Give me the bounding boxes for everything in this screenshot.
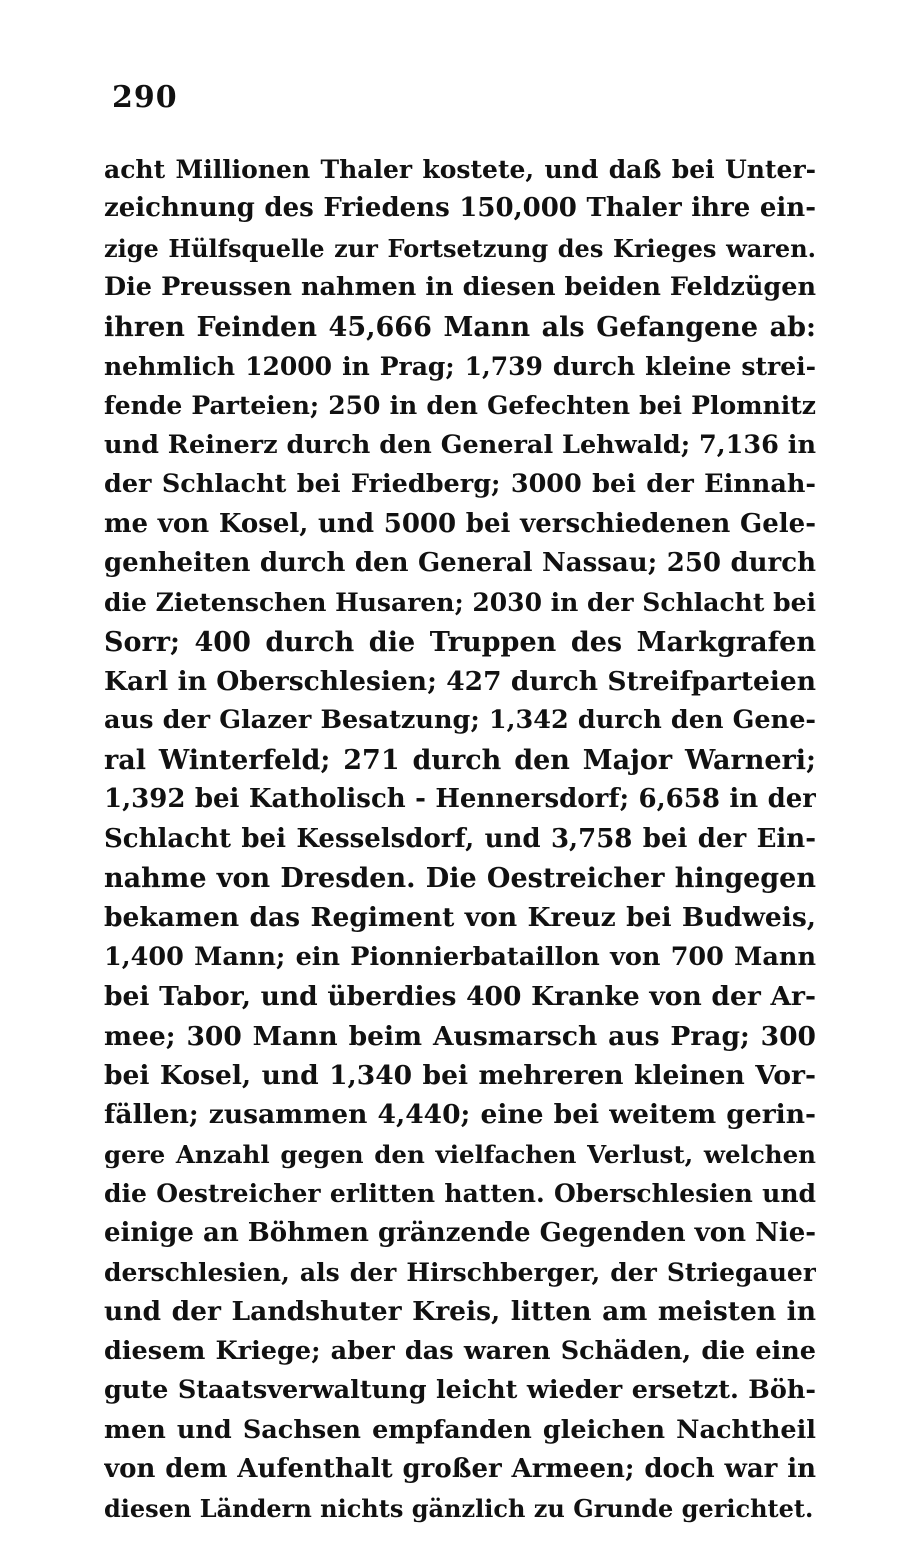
text-line: Schlacht bei Kesselsdorf, und 3,758 bei der Ein- [104, 823, 816, 854]
text-line: aus der Glazer Besatzung; 1,342 durch den Gene- [104, 705, 816, 736]
text-line: zige Hülfsquelle zur Fortsetzung des Krieges waren. [104, 233, 816, 263]
page-number: 290 [112, 80, 178, 115]
text-line: von dem Aufenthalt großer Armeen; doch war in [104, 1453, 816, 1484]
text-line: bekamen das Regiment von Kreuz bei Budweis, [104, 902, 816, 934]
text-line: gute Staatsverwaltung leicht wieder ersetzt. Böh- [104, 1375, 816, 1406]
text-line: nehmlich 12000 in Prag; 1,739 durch kleine strei- [104, 351, 816, 381]
text-line: Die Preussen nahmen in diesen beiden Feldzügen [104, 272, 816, 303]
text-line: gere Anzahl gegen den vielfachen Verlust, welchen [104, 1139, 816, 1169]
text-line: genheiten durch den General Nassau; 250 durch [104, 547, 816, 578]
text-line: diesen Ländern nichts gänzlich zu Grunde gerichtet. [104, 1494, 814, 1524]
text-line: bei Tabor, und überdies 400 Kranke von der Ar- [104, 981, 816, 1013]
text-line: diesem Kriege; aber das waren Schäden, die eine [104, 1335, 816, 1366]
text-line: bei Kosel, und 1,340 bei mehreren kleinen Vor- [104, 1059, 816, 1091]
text-line: und Reinerz durch den General Lehwald; 7,136 in [104, 429, 816, 460]
text-line: und der Landshuter Kreis, litten am meisten in [104, 1296, 816, 1328]
text-line: fällen; zusammen 4,440; eine bei weitem gerin- [104, 1099, 816, 1131]
text-line: der Schlacht bei Friedberg; 3000 bei der Einnah- [104, 469, 816, 500]
text-line: ral Winterfeld; 271 durch den Major Warneri; [104, 744, 816, 776]
text-line: acht Millionen Thaler kostete, und daß bei Unter- [104, 155, 816, 184]
text-line: nahme von Dresden. Die Oestreicher hingegen [104, 863, 816, 895]
text-line: einige an Böhmen gränzende Gegenden von Nie- [104, 1217, 816, 1248]
body-text [104, 150, 816, 1529]
text-line: 1,392 bei Katholisch - Hennersdorf; 6,658 in der [104, 784, 816, 815]
text-line: derschlesien, als der Hirschberger, der Striegauer [104, 1257, 816, 1287]
text-line: fende Parteien; 250 in den Gefechten bei Plomnitz [104, 391, 816, 421]
text-line: Karl in Oberschlesien; 427 durch Streifparteien [104, 666, 816, 698]
text-line: ihren Feinden 45,666 Mann als Gefangene ab: [104, 311, 816, 343]
text-line: die Zietenschen Husaren; 2030 in der Schlacht bei [104, 588, 816, 618]
text-line: zeichnung des Friedens 150,000 Thaler ihre ein- [104, 193, 816, 224]
text-line: die Oestreicher erlitten hatten. Oberschlesien und [104, 1179, 816, 1209]
text-line: me von Kosel, und 5000 bei verschiedenen Gele- [104, 508, 816, 539]
text-line: Sorr; 400 durch die Truppen des Markgrafen [104, 626, 816, 658]
text-line: mee; 300 Mann beim Ausmarsch aus Prag; 300 [104, 1020, 816, 1052]
text-line: 1,400 Mann; ein Pionnierbataillon von 700 Mann [104, 941, 816, 972]
text-line: men und Sachsen empfanden gleichen Nachtheil [104, 1414, 816, 1445]
